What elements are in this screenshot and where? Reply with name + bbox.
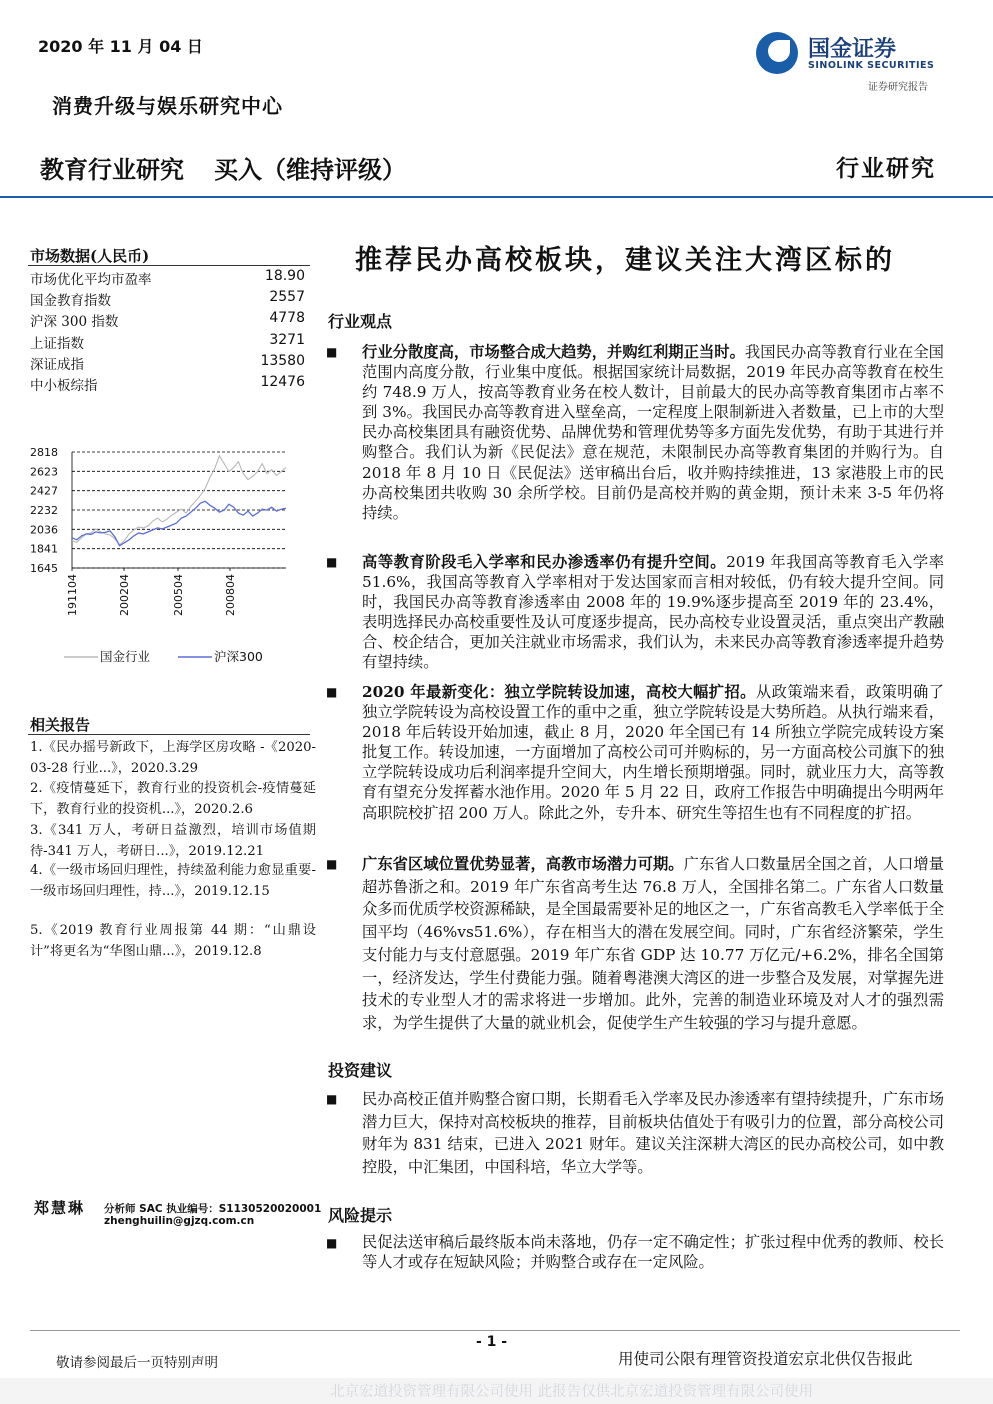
bullet-icon: ■ xyxy=(326,1236,338,1250)
market-row xyxy=(30,353,305,373)
x-tick-label: 200204 xyxy=(118,574,131,616)
paragraph-body: 从政策端来看，政策明确了独立学院转设为高校设置工作的重中之重，独立学院转设是大势所趋。从执行端来看，2018 年后转设开始加速，截止 8 月，2020 年全国已有 14 所独立学院完成转设方案批复工作。转设加速，一方面增加了高校公司可并购标的，另一方面高校公司旗下的独立学院转设成功后利润率提升空间大，内生增长预期增强。同时，就业压力大，高等教育有望充分发挥蓄水池作用。2020 年 5 月 22 日，政府工作报告中明确提出今明两年高职院校扩招 200 万人。除此之外，专升本、研究生等招生也有不同程度的扩招。 xyxy=(362,683,944,822)
page-number: - 1 - xyxy=(476,1334,508,1350)
market-data-title: 市场数据(人民币) xyxy=(30,247,150,265)
paragraph-2020-changes xyxy=(362,682,944,823)
paragraph-guangdong xyxy=(362,853,944,1035)
x-tick-label: 200504 xyxy=(172,574,185,616)
paragraph-body: 广东省人口数量居全国之首，人口增量超苏鲁浙之和。2019 年广东省高考生达 76.8 万人，全国排名第二。广东省人口数量众多而优质学校资源稀缺，是全国最需要补足的地区之一，广东省高教毛入学率低于全国平均（46%vs51.6%），存在相当大的潜在发展空间。同时，广东省经济繁荣，学生支付能力与支付意愿强。2019 年广东省 GDP 达 10.77 万亿元/+6.2%，排名全国第一，经济发达，学生付费能力强。随着粤港澳大湾区的进一步整合及发展，对掌握先进技术的专业型人才的需求将进一步增加。此外，完善的制造业环境及对人才的强烈需求，为学生提供了大量的就业机会，促使学生产生较强的学习与提升意愿。 xyxy=(362,855,944,1032)
market-row xyxy=(30,374,305,394)
analyst-certificate: 分析师 SAC 执业编号：S1130520020001 xyxy=(104,1203,322,1215)
market-row-label: 深证成指 xyxy=(30,357,84,373)
series-line-industry xyxy=(72,456,286,545)
y-tick-label: 2036 xyxy=(30,523,58,537)
report-type-label: 行业研究 xyxy=(836,155,936,182)
logo-name-en: SINOLINK SECURITIES xyxy=(808,60,935,71)
market-row-label: 中小板综指 xyxy=(30,378,98,394)
y-tick-label: 2427 xyxy=(30,484,58,498)
y-tick-label: 2623 xyxy=(30,465,58,479)
bullet-icon: ■ xyxy=(326,685,338,699)
x-tick-label: 191104 xyxy=(66,574,79,616)
paragraph-enrollment xyxy=(362,552,944,673)
analyst-name: 郑慧琳 xyxy=(34,1199,86,1217)
header-divider xyxy=(0,196,993,198)
section-heading-risk: 风险提示 xyxy=(328,1206,393,1225)
market-row xyxy=(30,310,305,330)
market-row-label: 国金教育指数 xyxy=(30,293,111,309)
market-row-value: 13580 xyxy=(260,353,305,369)
usage-note: 用使司公限有理管资投道宏京北供仅告报此 xyxy=(618,1350,913,1368)
market-row-label: 市场优化平均市盈率 xyxy=(30,272,152,288)
section-heading-investment: 投资建议 xyxy=(328,1061,393,1080)
market-row-value: 18.90 xyxy=(264,268,305,284)
market-row xyxy=(30,268,305,288)
y-tick-label: 2232 xyxy=(30,504,58,517)
related-report-item[interactable]: 2.《疫情蔓延下，教育行业的投资机会-疫情蔓延下，教育行业的投资机...》，2020.2.6 xyxy=(30,781,316,817)
related-report-item[interactable]: 1.《民办摇号新政下，上海学区房攻略 -《2020-03-28 行业...》，2020.3.29 xyxy=(30,740,316,776)
market-row-label: 上证指数 xyxy=(30,336,84,352)
logo-name-cn: 国金证券 xyxy=(808,37,897,62)
bullet-icon: ■ xyxy=(326,555,338,569)
bullet-icon: ■ xyxy=(326,345,338,359)
index-line-chart xyxy=(28,440,310,670)
paragraph-lead: 2020 年最新变化：独立学院转设加速，高校大幅扩招。 xyxy=(362,683,756,701)
market-row xyxy=(30,332,305,352)
legend-label: 沪深300 xyxy=(214,649,263,664)
research-center-name: 消费升级与娱乐研究中心 xyxy=(52,94,283,118)
market-row-value: 2557 xyxy=(269,289,305,305)
paragraph-consolidation xyxy=(362,342,944,523)
paragraph-lead: 高等教育阶段毛入学率和民办渗透率仍有提升空间。 xyxy=(362,553,727,571)
y-tick-label: 1645 xyxy=(30,562,58,575)
related-reports-title: 相关报告 xyxy=(30,716,91,734)
market-row xyxy=(30,289,305,309)
rating-label: 买入（维持评级） xyxy=(214,156,406,184)
market-data-divider xyxy=(28,265,310,266)
related-reports-divider xyxy=(28,734,310,735)
series-line-hs300 xyxy=(72,501,286,546)
paragraph-body: 2019 年我国高等教育毛入学率 51.6%，我国高等教育入学率相对于发达国家而言相对较低，仍有较大提升空间。同时，我国民办高等教育渗透率由 2008 年的 19.9%逐步提高至 2019 年的 23.4%，表明选择民办高校重要性及认可度逐步提高，民办高校专业设置灵活，重点突出产教融合、校企结合，更加关注就业市场需求，我们认为，未来民办高等教育渗透率提升趋势有望持续。 xyxy=(362,553,944,672)
y-tick-label: 2818 xyxy=(30,446,58,459)
paragraph-risk: 民促法送审稿后最终版本尚未落地，仍存一定不确定性；扩张过程中优秀的教师、校长等人才或存在短缺风险；并购整合或存在一定风险。 xyxy=(362,1233,944,1272)
market-row-value: 12476 xyxy=(260,374,305,390)
y-tick-label: 1841 xyxy=(30,542,58,556)
paragraph-investment: 民办高校正值并购整合窗口期，长期看毛入学率及民办渗透率有望持续提升，广东市场潜力巨大，保持对高校板块的推荐，目前板块估值处于有吸引力的位置，部分高校公司财年为 831 结束，已进入 2021 财年。建议关注深耕大湾区的民办高校公司，如中教控股，中汇集团，中国科培，华立大学等。 xyxy=(362,1090,944,1177)
related-report-item[interactable]: 4.《一级市场回归理性，持续盈利能力愈显重要-一级市场回归理性，持...》，2019.12.15 xyxy=(30,863,316,899)
watermark: 北京宏道投资管理有限公司使用 此报告仅供北京宏道投资管理有限公司使用 xyxy=(330,1384,814,1400)
market-row-value: 3271 xyxy=(269,332,305,348)
industry-label: 教育行业研究 xyxy=(40,156,184,184)
related-report-item[interactable]: 5.《2019 教育行业周报第 44 期：“山鼎设计”将更名为“华图山鼎...》，2019.12.8 xyxy=(30,923,316,959)
logo-mark-icon xyxy=(756,32,798,74)
company-logo xyxy=(756,30,956,92)
x-tick-label: 200804 xyxy=(224,574,237,616)
logo-subtitle: 证券研究报告 xyxy=(868,82,928,93)
report-title: 推荐民办高校板块，建议关注大湾区标的 xyxy=(355,245,895,276)
market-row-value: 4778 xyxy=(269,310,305,326)
analyst-email[interactable]: zhenghuilin@gjzq.com.cn xyxy=(104,1215,255,1227)
disclaimer-note: 敬请参阅最后一页特别声明 xyxy=(56,1355,218,1371)
legend-label: 国金行业 xyxy=(100,649,151,664)
related-report-item[interactable]: 3.《341 万人，考研日益激烈，培训市场值期待-341 万人，考研日...》，2019.12.21 xyxy=(30,823,316,859)
bullet-icon: ■ xyxy=(326,1092,338,1106)
bullet-icon: ■ xyxy=(326,857,338,871)
footer-divider xyxy=(30,1330,960,1331)
paragraph-body: 我国民办高等教育行业在全国范围内高度分散，行业集中度低。根据国家统计局数据，2019 年民办高等教育在校生约 748.9 万人，按高等教育业务在校人数计，目前最大的民办高等教育集团市占率不到 3%。我国民办高等教育进入壁垒高，一定程度上限制新进入者数量，已上市的大型民办高校集团具有融资优势、品牌优势和管理优势等多方面先发优势，有助于其进行并购整合。我们认为新《民促法》意在规范，未限制民办高等教育集团的并购行为。自 2018 年 8 月 10 日《民促法》送审稿出台后，收并购持续推进，13 家港股上市的民办高校集团共收购 30 余所学校。目前仍是高校并购的黄金期，预计未来 3-5 年仍将持续。 xyxy=(362,343,944,522)
report-date: 2020 年 11 月 04 日 xyxy=(38,37,203,56)
section-heading-industry-view: 行业观点 xyxy=(328,312,393,331)
market-row-label: 沪深 300 指数 xyxy=(30,314,119,330)
paragraph-lead: 广东省区域位置优势显著，高教市场潜力可期。 xyxy=(362,855,684,873)
paragraph-lead: 行业分散度高，市场整合成大趋势，并购红利期正当时。 xyxy=(362,343,745,361)
